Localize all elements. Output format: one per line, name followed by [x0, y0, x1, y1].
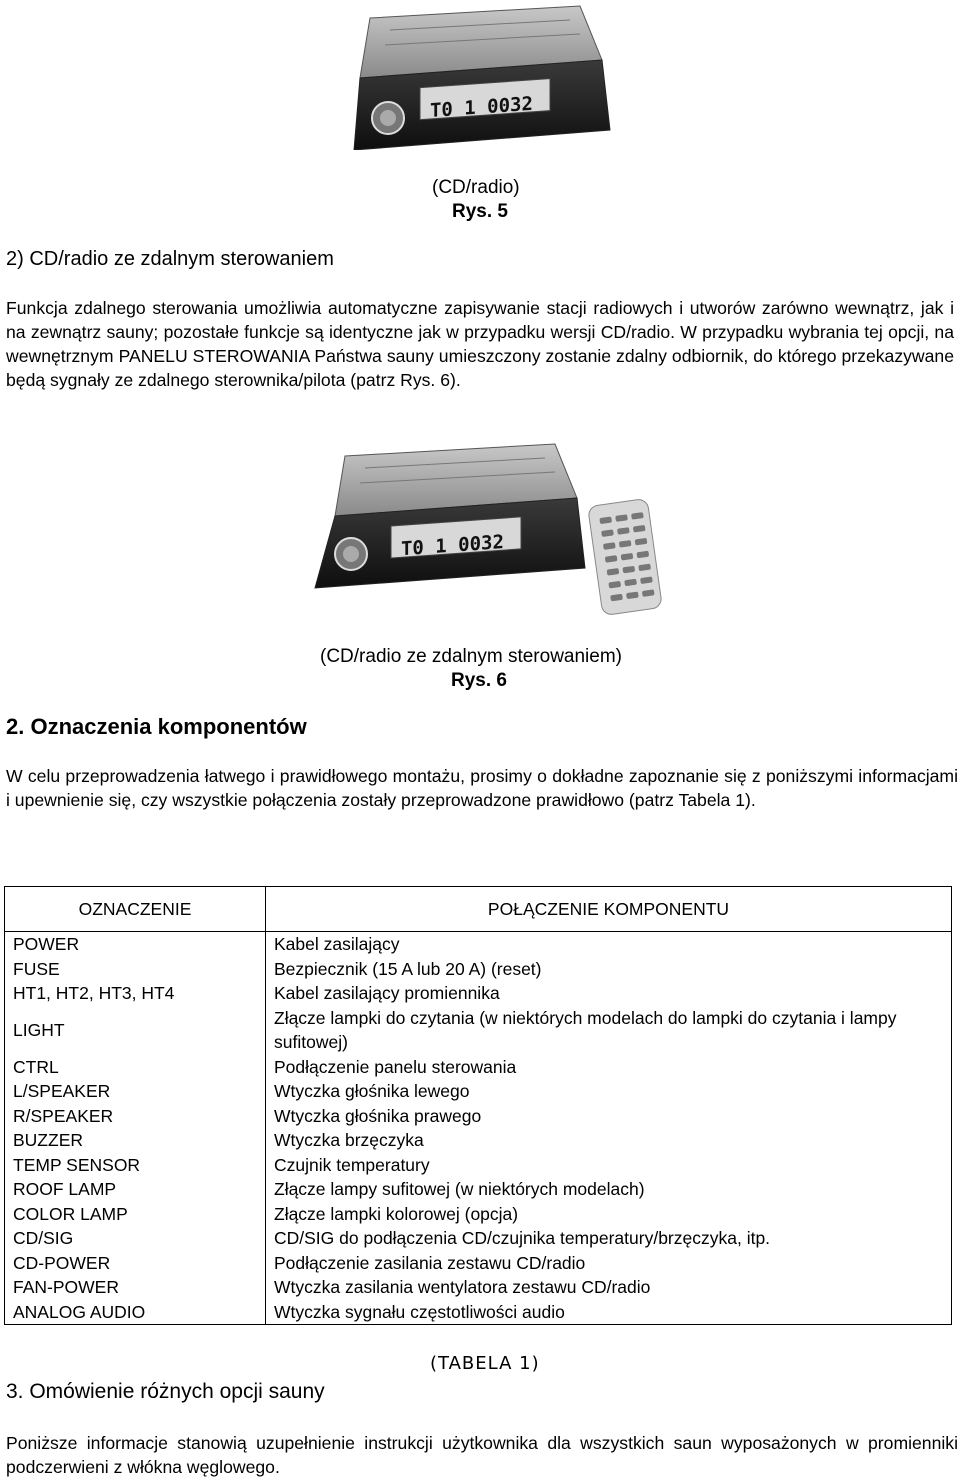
designation-cell: TEMP SENSOR: [5, 1153, 266, 1178]
table-row: [5, 1300, 952, 1325]
connection-cell: Wtyczka głośnika lewego: [266, 1079, 952, 1104]
designation-cell: HT1, HT2, HT3, HT4: [5, 981, 266, 1006]
table-row: [5, 1055, 952, 1080]
designation-cell: CD-POWER: [5, 1251, 266, 1276]
section-2-paragraph: W celu przeprowadzenia łatwego i prawidłowego montażu, prosimy o dokładne zapoznanie się z poniższymi informacjami i upewnienie się, czy wszystkie połączenia zostały przeprowadzone prawidłowo (patrz Tabela 1).: [6, 766, 958, 810]
table-row: [5, 1104, 952, 1129]
designation-cell: FUSE: [5, 957, 266, 982]
figure6-caption: (CD/radio ze zdalnym sterowaniem): [320, 646, 622, 667]
designation-cell: LIGHT: [5, 1006, 266, 1055]
designation-cell: ROOF LAMP: [5, 1177, 266, 1202]
remote-control-image: [588, 498, 663, 615]
table-row: [5, 1153, 952, 1178]
connection-cell: Podłączenie panelu sterowania: [266, 1055, 952, 1080]
connection-cell: Złącze lampki do czytania (w niektórych modelach do lampki do czytania i lampy sufitowej): [266, 1006, 952, 1055]
designation-cell: R/SPEAKER: [5, 1104, 266, 1129]
connection-cell: Wtyczka zasilania wentylatora zestawu CD/radio: [266, 1275, 952, 1300]
table-row: [5, 1226, 952, 1251]
connection-cell: Wtyczka głośnika prawego: [266, 1104, 952, 1129]
cd-radio-remote-photo: [305, 440, 675, 620]
connection-cell: Wtyczka sygnału częstotliwości audio: [266, 1300, 952, 1325]
designation-cell: COLOR LAMP: [5, 1202, 266, 1227]
table-row: [5, 932, 952, 957]
connection-cell: Kabel zasilający promiennika: [266, 981, 952, 1006]
section-2-1-heading: 2) CD/radio ze zdalnym sterowaniem: [6, 248, 334, 270]
connection-cell: Złącze lampki kolorowej (opcja): [266, 1202, 952, 1227]
section-2-1-paragraph: Funkcja zdalnego sterowania umożliwia automatyczne zapisywanie stacji radiowych i utworów zarówno wewnątrz, jak i na zewnątrz sauny; pozostałe funkcje są identyczne jak w przypadku wersji CD/radio. W przypadku wybrania tej opcji, na wewnętrznym PANELU STEROWANIA Państwa sauny umieszczony zostanie zdalny odbiornik, do którego przekazywane będą sygnały ze zdalnego sterownika/pilota (patrz Rys. 6).: [6, 298, 954, 390]
table-row: [5, 1275, 952, 1300]
lcd-readout: T0 1 0032: [401, 531, 504, 561]
designation-cell: BUZZER: [5, 1128, 266, 1153]
lcd-readout: T0 1 0032: [430, 92, 533, 123]
table-header-designation: OZNACZENIE: [5, 887, 266, 932]
connection-cell: Kabel zasilający: [266, 932, 952, 957]
table-row: [5, 957, 952, 982]
table-row: [5, 1079, 952, 1104]
table-row: [5, 1006, 952, 1055]
table-row: [5, 1128, 952, 1153]
designation-cell: POWER: [5, 932, 266, 957]
connection-cell: Wtyczka brzęczyka: [266, 1128, 952, 1153]
designation-cell: CTRL: [5, 1055, 266, 1080]
figure5-label: Rys. 5: [452, 201, 508, 222]
cd-radio-photo: [330, 0, 620, 150]
connection-cell: Czujnik temperatury: [266, 1153, 952, 1178]
connection-cell: Bezpiecznik (15 A lub 20 A) (reset): [266, 957, 952, 982]
connection-cell: Złącze lampy sufitowej (w niektórych modelach): [266, 1177, 952, 1202]
section-3-paragraph: Poniższe informacje stanowią uzupełnienie instrukcji użytkownika dla wszystkich saun wyposażonych w promienniki podczerwieni z włókna węglowego.: [6, 1433, 958, 1477]
table-row: [5, 981, 952, 1006]
section-2-heading: 2. Oznaczenia komponentów: [6, 714, 307, 739]
designation-cell: ANALOG AUDIO: [5, 1300, 266, 1325]
table-row: [5, 1202, 952, 1227]
designation-cell: CD/SIG: [5, 1226, 266, 1251]
table-row: [5, 1251, 952, 1276]
table-header-connection: POŁĄCZENIE KOMPONENTU: [266, 887, 952, 932]
table-caption: (TABELA 1): [430, 1353, 540, 1374]
table-row: [5, 1177, 952, 1202]
components-table: [4, 886, 952, 1325]
figure6-label: Rys. 6: [451, 670, 507, 691]
section-3-heading: 3. Omówienie różnych opcji sauny: [6, 1380, 325, 1403]
designation-cell: FAN-POWER: [5, 1275, 266, 1300]
designation-cell: L/SPEAKER: [5, 1079, 266, 1104]
figure5-caption: (CD/radio): [432, 177, 520, 198]
connection-cell: CD/SIG do podłączenia CD/czujnika temperatury/brzęczyka, itp.: [266, 1226, 952, 1251]
connection-cell: Podłączenie zasilania zestawu CD/radio: [266, 1251, 952, 1276]
